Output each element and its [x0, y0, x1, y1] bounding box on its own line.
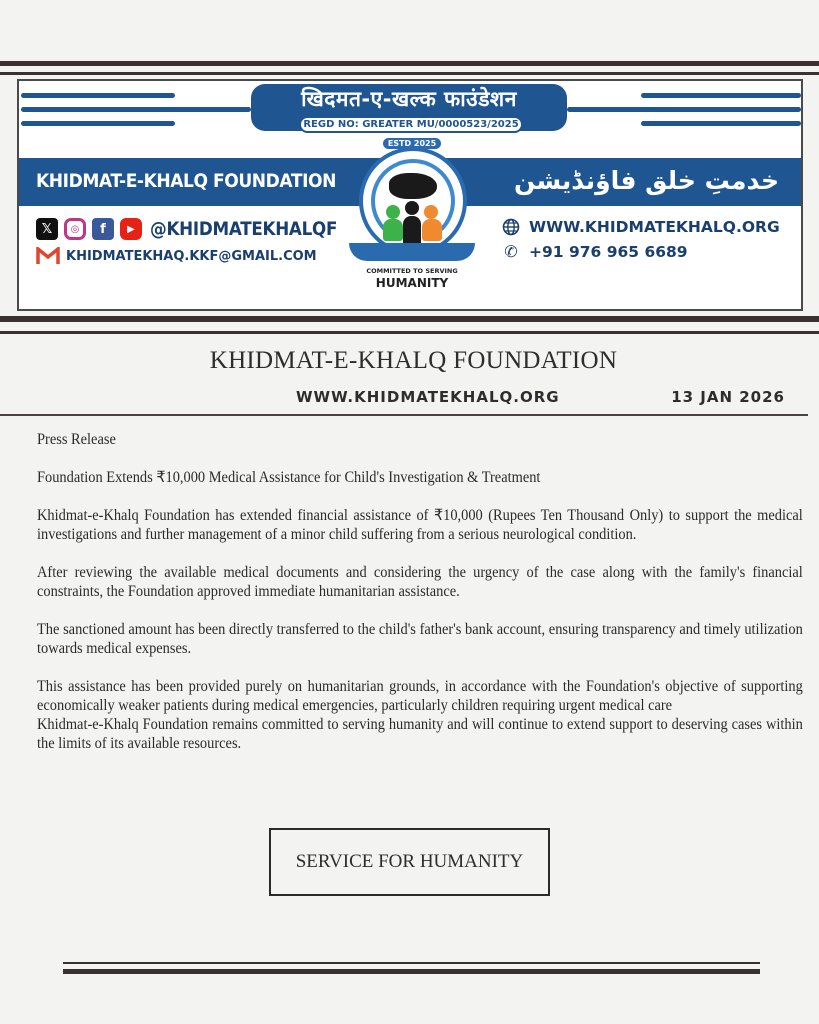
email-address[interactable]: KHIDMATEKHAQ.KKF@GMAIL.COM: [66, 248, 317, 264]
registration-number: REGD NO: GREATER MU/0000523/2025: [299, 116, 523, 133]
paragraph: Khidmat-e-Khalq Foundation has extended financial assistance of ₹10,000 (Rupees Ten Thousand Only) to support the medical investigations and further management of a minor child suffering from a serious neurological condition.: [37, 507, 803, 543]
email-row: [36, 247, 317, 265]
person-head-icon: [386, 205, 400, 219]
website-row: [501, 217, 780, 237]
social-handle[interactable]: @KHIDMATEKHALQF: [150, 218, 338, 240]
phone-number[interactable]: +91 976 965 6689: [529, 243, 688, 261]
service-stamp: SERVICE FOR HUMANITY: [269, 828, 550, 896]
hindi-name: खिदमत-ए-खल्क फाउंडेशन: [301, 87, 517, 111]
document-title: KHIDMAT-E-KHALQ FOUNDATION: [209, 347, 618, 374]
decor-bar: [21, 107, 251, 112]
hands-icon: [349, 243, 475, 261]
press-release-body: [37, 430, 803, 772]
phone-row: [501, 242, 688, 262]
decor-bar: [567, 107, 801, 112]
foundation-logo: [345, 139, 479, 299]
banner-rule-thick: [0, 316, 819, 322]
headline: Foundation Extends ₹10,000 Medical Assistance for Child's Investigation & Treatment: [37, 469, 541, 486]
top-rule-thin: [0, 72, 819, 75]
globe-icon: [501, 217, 521, 237]
youtube-icon[interactable]: ▶: [120, 218, 142, 240]
person-orange-icon: [422, 219, 442, 241]
paragraph: The sanctioned amount has been directly transferred to the child's father's bank account, ensuring transparency and timely utilization towards medical expenses.: [37, 621, 803, 657]
globe-icon: [389, 173, 437, 199]
website-link[interactable]: WWW.KHIDMATEKHALQ.ORG: [529, 218, 780, 236]
top-rule-thick: [0, 61, 819, 66]
logo-tagline-bottom: HUMANITY: [375, 276, 449, 290]
hindi-name-pill: [251, 84, 567, 131]
logo-tagline-top: COMMITTED TO SERVING: [366, 267, 458, 275]
facebook-icon[interactable]: f: [92, 218, 114, 240]
footer-rule-thin: [63, 962, 760, 964]
paragraph: Khidmat-e-Khalq Foundation remains committed to serving humanity and will continue to extend support to deserving cases within the limits of its available resources.: [37, 716, 803, 752]
social-row: [36, 218, 363, 240]
x-icon[interactable]: 𝕏: [36, 218, 58, 240]
decor-bar: [21, 121, 175, 126]
footer-rule-thick: [63, 969, 760, 974]
person-head-icon: [405, 201, 419, 215]
document-website: WWW.KHIDMATEKHALQ.ORG: [296, 388, 560, 406]
gmail-icon: [36, 247, 60, 265]
document-date: 13 JAN 2026: [671, 388, 785, 406]
decor-bar: [21, 93, 175, 98]
title-divider: [0, 414, 808, 416]
paragraph: This assistance has been provided purely on humanitarian grounds, in accordance with the Foundation's objective of supporting economically weaker patients during medical emergencies, particularly children requiring urgent medical care: [37, 678, 803, 714]
paragraph: After reviewing the available medical documents and considering the urgency of the case along with the family's financial constraints, the Foundation approved immediate humanitarian assistance.: [37, 564, 803, 600]
person-head-icon: [424, 205, 438, 219]
instagram-icon[interactable]: ◎: [64, 218, 86, 240]
phone-icon: ✆: [504, 244, 518, 261]
person-black-icon: [403, 216, 421, 246]
banner-rule-thin: [0, 331, 819, 334]
logo-estd: ESTD 2025: [345, 139, 479, 148]
english-name: KHIDMAT-E-KHALQ FOUNDATION: [36, 170, 336, 192]
document-label: Press Release: [37, 431, 116, 448]
decor-bar: [641, 93, 801, 98]
decor-bar: [641, 121, 801, 126]
letterhead-banner: [17, 79, 803, 311]
person-green-icon: [383, 219, 403, 241]
urdu-name: خدمتِ خلق فاؤنڈیشن: [513, 166, 779, 195]
